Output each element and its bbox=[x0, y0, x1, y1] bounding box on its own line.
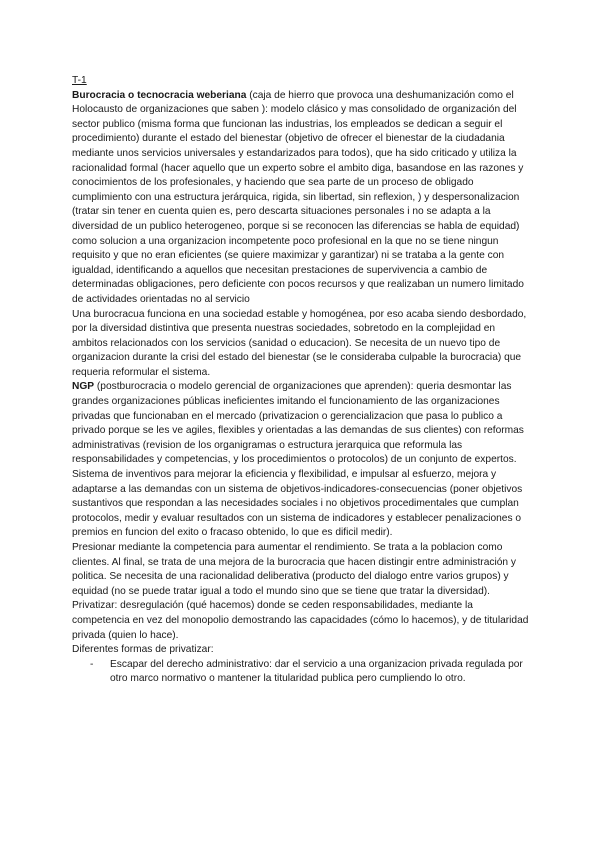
paragraph-burocracia-text: (caja de hierro que provoca una deshumanización como el Holocausto de organizaciones que saben ): modelo clásico y mas consolidado de organización del sector publico (misma forma que funcionan las industrias, los empleados se dedican a seguir el procedimiento) durante el estado del bienestar (objetivo de ofrecer el bienestar de la ciudadania mediante unos servicios universales y estandarizados para todos), que ha sido criticado y utiliza la racionalidad formal (hacer aquello que un experto sobre el ambito diga, basandose en las razones y conocimientos de los profesionales, y haciendo que sea parte de un proceso de obligado cumplimiento con una estructura jerárquica, rigida, sin libertad, sin reflexion, ) y despersonalizacion (tratar sin tener en cuenta quien es, pero descarta situaciones personales i no se adapta a la diversidad de un publico heterogeneo, porque si se reconocen las diferencias se habla de equidad) como solucion a una organizacion incompetente poco profesional en la que no se tiene ningun requisito y que no eran eficientes (se quiere maximizar y garantizar) ni se trataba a la gente con igualdad, identificando a aquellos que necesitan prestaciones de supervivencia a cambio de determinadas obligaciones, pero deficiente con pocos recursos y que realizaban un numero limitado de actividades orientadas no al servicio bbox=[72, 89, 524, 305]
list-bullet: - bbox=[90, 658, 94, 670]
list-item bbox=[90, 658, 532, 687]
paragraph-competencia: Presionar mediante la competencia para aumentar el rendimiento. Se trata a la poblacion como clientes. Al final, se trata de una mejora de la burocracia que hacen distingir entre administración y politica. Se necesita de una racionalidad deliberativa (producto del dialogo entre varios grupos) y equidad (no se puede tratar igual a todo el mundo sino que se tiene que tratar la diversidad). bbox=[72, 542, 516, 597]
privatization-list bbox=[72, 658, 532, 687]
paragraph-ngp bbox=[72, 380, 532, 541]
paragraph-burocracia-sociedad: Una burocracua funciona en una sociedad estable y homogénea, por eso acaba siendo desbordado, por la diversidad distintiva que presenta nuestras sociedades, sobretodo en la complejidad en ambitos relacionados con los servicios (sanidad o educacion). Se necesita de un nuevo tipo de organizacion durante la crisi del estado del bienestar (se le consideraba culpable la burocracia) que requeria reformular el sistema. bbox=[72, 308, 527, 378]
paragraph-ngp-text: (postburocracia o modelo gerencial de organizaciones que aprenden): queria desmontar las grandes organizaciones públicas ineficientes imitando el funcionamiento de las organizaciones privadas que funcionaban en el mercado (privatizacion o gerencializacion que pasa lo publico a privado porque se les ve agiles, flexibles y orientadas a las demandas de sus clientes) con reformas administrativas (revision de los organigramas o estructura jerarquica que reformula las responsabilidades y competencias, y los procedimientos o protocolos) de un conjunto de expertos. Sistema de inventivos para mejorar la eficiencia y flexibilidad, e impulsar al esfuerzo, mejora y adaptarse a las demandas con un sistema de objetivos-indicadores-consecuencias (poner objetivos sustantivos que respondan a las necesidades sociales i no objetivos procedimentales que cumplan protocolos, medir y evaluar resultados con un sistema de indicadores y establecer penalizaciones o premios en funcion del exito o fracaso obtenido, lo que es dificil medir). bbox=[72, 381, 524, 539]
list-item-text: Escapar del derecho administrativo: dar el servicio a una organizacion privada regulada por otro marco normativo o mantener la titularidad publica pero cumpliendo lo otro. bbox=[110, 658, 523, 685]
document-body bbox=[72, 74, 532, 687]
paragraph-burocracia bbox=[72, 89, 532, 308]
term-ngp: NGP bbox=[72, 381, 95, 393]
section-heading: T-1 bbox=[72, 75, 87, 86]
paragraph-formas-privatizar: Diferentes formas de privatizar: bbox=[72, 644, 214, 656]
term-burocracia: Burocracia o tecnocracia weberiana bbox=[72, 89, 247, 101]
paragraph-privatizar: Privatizar: desregulación (qué hacemos) donde se ceden responsabilidades, mediante la competencia en vez del monopolio demostrando las capacidades (cómo lo hacemos), y de titularidad privada (quien lo hace). bbox=[72, 600, 529, 641]
